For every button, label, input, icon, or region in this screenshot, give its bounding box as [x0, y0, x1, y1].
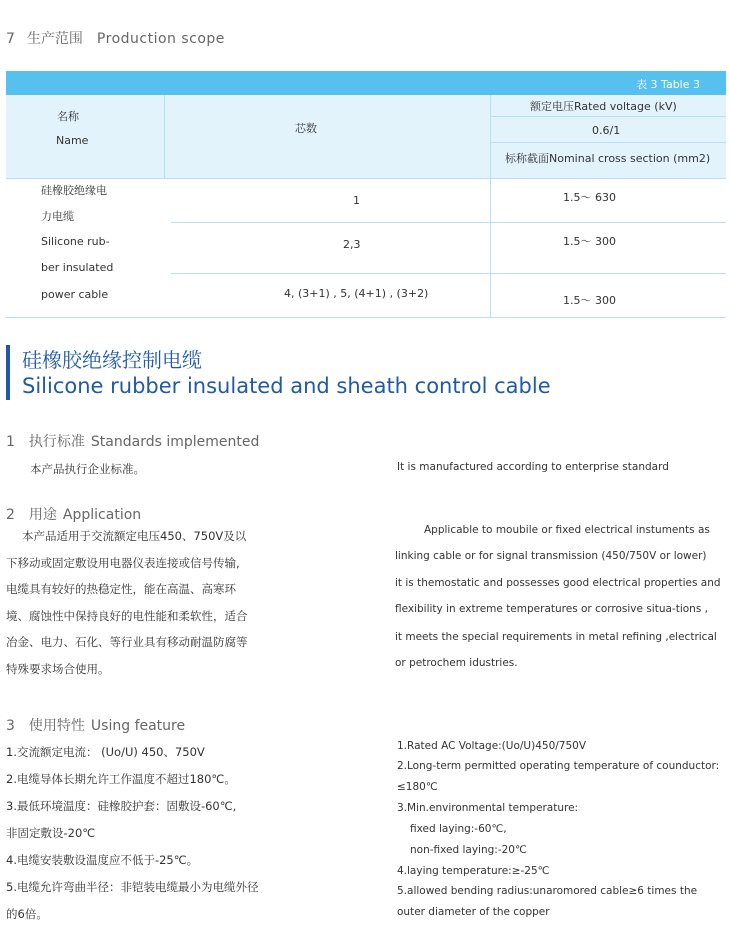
feature-text-en: 3.Min.environmental temperature:: [397, 802, 579, 814]
feature-text-cn: 的6倍。: [6, 907, 48, 921]
feature-text-en: 4.laying temperature:≥-25℃: [397, 865, 550, 877]
production-scope-table: [6, 71, 726, 318]
table-divider: [171, 222, 726, 223]
feature-text-en: ≤180℃: [397, 781, 438, 793]
section-title-cn: 用途: [28, 507, 57, 523]
heading-accent-bar: [6, 345, 10, 400]
table-divider: [164, 95, 165, 179]
table-divider: [490, 116, 726, 117]
product-name-line: ber insulated: [41, 261, 114, 274]
section-production-scope-title: [6, 28, 225, 48]
table-cell-cores: 4, (3+1) , 5, (4+1) , (3+2): [284, 287, 429, 300]
section-standards-title: [6, 431, 259, 451]
section-using-feature-title: [6, 715, 185, 735]
standards-text-en: It is manufactured according to enterprise standard: [397, 461, 669, 473]
section-title-cn: 使用特性: [28, 718, 85, 734]
table-cell-cores: 1: [353, 194, 360, 207]
table-cell-range: 1.5～ 300: [563, 235, 616, 248]
product-name-line: Silicone rub-: [41, 235, 110, 248]
feature-text-cn: 4.电缆安装敷设温度应不低于-25℃。: [6, 853, 199, 867]
standards-text-cn: 本产品执行企业标准。: [30, 462, 145, 476]
feature-text-cn: 3.最低环境温度：硅橡胶护套：固敷设-60℃,: [6, 799, 237, 813]
section-application-title: [6, 504, 141, 524]
header-voltage: 额定电压Rated voltage (kV): [530, 100, 677, 113]
application-text-cn: 境、腐蚀性中保持良好的电性能和柔软性，适合: [6, 609, 248, 623]
application-text-en: flexibility in extreme temperatures or corrosive situa-tions ,: [395, 603, 708, 615]
application-text-en: or petrochem idustries.: [395, 657, 518, 669]
application-text-en: it is themostatic and possesses good electrical properties and: [395, 577, 721, 589]
product-name-line: power cable: [41, 288, 109, 301]
section-title-en: Standards implemented: [90, 434, 260, 450]
table-divider: [6, 178, 726, 179]
feature-text-cn: 非固定敷设-20℃: [6, 826, 96, 840]
feature-text-cn: 2.电缆导体长期允许工作温度不超过180℃。: [6, 772, 236, 786]
application-text-en: linking cable or for signal transmission (450/750V or lower): [395, 550, 707, 562]
feature-text-en: 1.Rated AC Voltage:(Uo/U)450/750V: [397, 740, 587, 752]
application-text-cn: 特殊要求场合使用。: [6, 662, 110, 676]
application-text-cn: 本产品适用于交流额定电压450、750V及以: [22, 529, 247, 543]
application-text-en: it meets the special requirements in metal refining ,electrical: [395, 631, 717, 643]
table-cell-range: 1.5～ 630: [563, 191, 616, 204]
product-name-line: 硅橡胶绝缘电: [41, 184, 107, 197]
section-number: 3: [6, 718, 15, 734]
table-caption: 表 3 Table 3: [636, 78, 700, 91]
feature-text-cn: 5.电缆允许弯曲半径：非铠装电缆最小为电缆外径: [6, 880, 259, 894]
section-number: 7: [6, 31, 15, 47]
application-text-cn: 下移动或固定敷设用电器仪表连接或信号传输,: [6, 556, 240, 570]
section-title-en: Application: [62, 507, 142, 523]
table-divider: [490, 95, 491, 318]
header-nominal-section: 标称截面Nominal cross section (mm2): [505, 152, 711, 165]
feature-text-en: non-fixed laying:-20℃: [410, 844, 527, 856]
voltage-value: 0.6/1: [592, 124, 621, 137]
table-caption-bar: [6, 71, 726, 95]
header-cores: 芯数: [295, 122, 317, 135]
section-title-cn: 执行标准: [28, 434, 85, 450]
table-cell-cores: 2,3: [343, 238, 361, 251]
application-text-cn: 电缆具有较好的热稳定性，能在高温、高寒环: [6, 582, 236, 596]
section-title-en: Production scope: [96, 31, 225, 47]
feature-text-cn: 1.交流额定电流： (Uo/U) 450、750V: [6, 745, 205, 759]
section-title-en: Using feature: [90, 718, 186, 734]
product-name-line: 力电缆: [41, 210, 74, 223]
section-number: 2: [6, 507, 15, 523]
feature-text-en: 2.Long-term permitted operating temperature of counductor:: [397, 760, 720, 772]
feature-text-en: fixed laying:-60℃,: [410, 823, 507, 835]
header-name-cn: 名称: [57, 110, 79, 123]
feature-text-en: outer diameter of the copper: [397, 906, 550, 918]
header-name-en: Name: [56, 134, 89, 147]
application-text-cn: 冶金、电力、石化、等行业具有移动耐温防腐等: [6, 635, 248, 649]
section-title-cn: 生产范围: [26, 31, 83, 47]
section-number: 1: [6, 434, 15, 450]
table-divider: [171, 273, 726, 274]
table-divider: [490, 142, 726, 143]
table-cell-range: 1.5～ 300: [563, 294, 616, 307]
application-text-en: Applicable to moubile or fixed electrical instuments as: [424, 524, 710, 536]
heading-title-cn: 硅橡胶绝缘控制电缆: [22, 348, 202, 372]
heading-title-en: Silicone rubber insulated and sheath control cable: [22, 374, 551, 398]
feature-text-en: 5.allowed bending radius:unaromored cable≥6 times the: [397, 885, 698, 897]
table-divider: [6, 317, 726, 318]
